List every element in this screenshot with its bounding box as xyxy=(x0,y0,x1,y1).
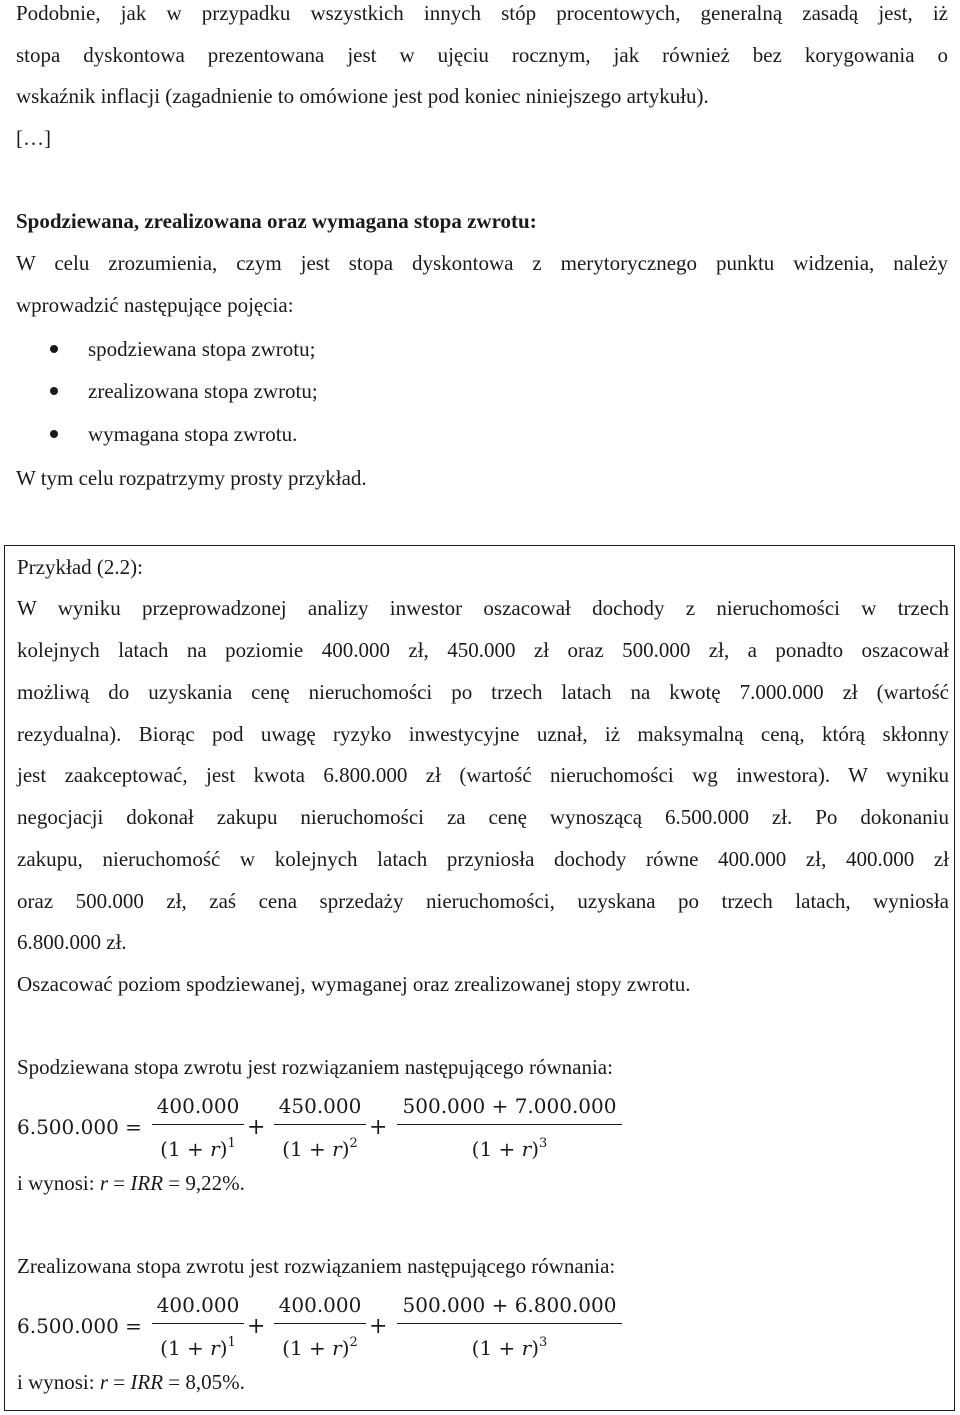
intro-line-1: Podobnie, jak w przypadku wszystkich innych stóp procentowych, generalną zasadą jest, iż xyxy=(16,1,948,25)
example-line-3: możliwą do uzyskania cenę nieruchomości po trzech latach na kwotę 7.000.000 zł (wartość xyxy=(17,680,949,704)
fraction-numerator: 500.000 + 6.800.000 xyxy=(402,1293,617,1317)
example-task: Oszacować poziom spodziewanej, wymaganej oraz zrealizowanej stopy zwrotu. xyxy=(17,972,691,996)
expected-equation xyxy=(17,1093,637,1173)
fraction-denominator: $(1 + r)^3$ xyxy=(471,1335,548,1360)
fraction-numerator: 400.000 xyxy=(156,1293,240,1317)
fraction-bar xyxy=(152,1323,244,1324)
fraction-denominator: $(1 + r)^1$ xyxy=(160,1136,236,1161)
section-heading: Spodziewana, zrealizowana oraz wymagana stopa zwrotu: xyxy=(16,209,537,233)
fraction-denominator: $(1 + r)^2$ xyxy=(282,1335,358,1360)
bullet-icon xyxy=(50,387,58,395)
example-line-6: negocjacji dokonał zakupu nieruchomości za cenę wynoszącą 6.500.000 zł. Po dokonaniu xyxy=(17,805,949,829)
fraction-bar xyxy=(274,1124,366,1125)
realized-intro: Zrealizowana stopa zwrotu jest rozwiązaniem następującego równania: xyxy=(17,1254,616,1278)
section-para-line-2: wprowadzić następujące pojęcia: xyxy=(16,293,294,317)
bullet-icon xyxy=(50,430,58,438)
fraction-numerator: 400.000 xyxy=(278,1293,362,1317)
plus-sign: + xyxy=(247,1115,266,1140)
example-line-9: 6.800.000 zł. xyxy=(17,930,127,954)
fraction-bar xyxy=(152,1124,244,1125)
fraction-numerator: 500.000 + 7.000.000 xyxy=(402,1094,617,1118)
fraction-numerator: 400.000 xyxy=(156,1094,240,1118)
intro-ellipsis: […] xyxy=(16,126,51,150)
example-line-5: jest zaakceptować, jest kwota 6.800.000 zł (wartość nieruchomości wg inwestora). W wyniku xyxy=(17,763,949,787)
fraction-denominator: $(1 + r)^1$ xyxy=(160,1335,236,1360)
result-prefix: i wynosi: xyxy=(17,1171,100,1195)
fraction-bar xyxy=(397,1124,622,1125)
fraction-bar xyxy=(274,1323,366,1324)
fraction-denominator: $(1 + r)^2$ xyxy=(282,1136,358,1161)
intro-line-3-text: wskaźnik inflacji (zagadnienie to omówione jest pod koniec niniejszego artykułu). xyxy=(16,84,709,108)
intro-line-3 xyxy=(16,83,948,109)
fraction-numerator: 450.000 xyxy=(278,1094,362,1118)
example-box xyxy=(4,545,955,1411)
plus-sign: + xyxy=(369,1314,388,1339)
example-line-8: oraz 500.000 zł, zaś cena sprzedaży nieruchomości, uzyskana po trzech latach, wyniosła xyxy=(17,889,949,913)
example-title: Przykład (2.2): xyxy=(17,555,143,579)
list-item-text: spodziewana stopa zwrotu; xyxy=(88,337,316,361)
result-value: 8,05%. xyxy=(185,1370,245,1394)
bullet-icon xyxy=(50,345,58,353)
expected-intro: Spodziewana stopa zwrotu jest rozwiązaniem następującego równania: xyxy=(17,1055,613,1079)
realized-result: i wynosi: r = IRR = 8,05%. xyxy=(17,1370,245,1394)
result-prefix: i wynosi: xyxy=(17,1370,100,1394)
list-item-text: zrealizowana stopa zwrotu; xyxy=(88,379,318,403)
list-item-text: wymagana stopa zwrotu. xyxy=(88,422,298,446)
realized-equation xyxy=(17,1292,637,1372)
result-value: 9,22%. xyxy=(185,1171,245,1195)
example-line-7: zakupu, nieruchomość w kolejnych latach przyniosła dochody równe 400.000 zł, 400.000 zł xyxy=(17,847,949,871)
fraction-bar xyxy=(397,1323,622,1324)
section-closing: W tym celu rozpatrzymy prosty przykład. xyxy=(16,466,367,490)
section-para-line-1: W celu zrozumienia, czym jest stopa dyskontowa z merytorycznego punktu widzenia, należy xyxy=(16,251,948,275)
plus-sign: + xyxy=(369,1115,388,1140)
equation-lhs: 6.500.000 = xyxy=(17,1115,142,1139)
example-line-2: kolejnych latach na poziomie 400.000 zł, 450.000 zł oraz 500.000 zł, a ponadto oszacował xyxy=(17,638,949,662)
fraction-denominator: $(1 + r)^3$ xyxy=(471,1136,548,1161)
equation-lhs: 6.500.000 = xyxy=(17,1314,142,1338)
plus-sign: + xyxy=(247,1314,266,1339)
example-line-1: W wyniku przeprowadzonej analizy inwestor oszacował dochody z nieruchomości w trzech xyxy=(17,596,949,620)
intro-line-2: stopa dyskontowa prezentowana jest w ujęciu rocznym, jak również bez korygowania o xyxy=(16,43,948,67)
expected-result: i wynosi: r = IRR = 9,22%. xyxy=(17,1171,245,1195)
example-line-4: rezydualna). Biorąc pod uwagę ryzyko inwestycyjne uznał, iż maksymalną ceną, którą skłonny xyxy=(17,722,949,746)
